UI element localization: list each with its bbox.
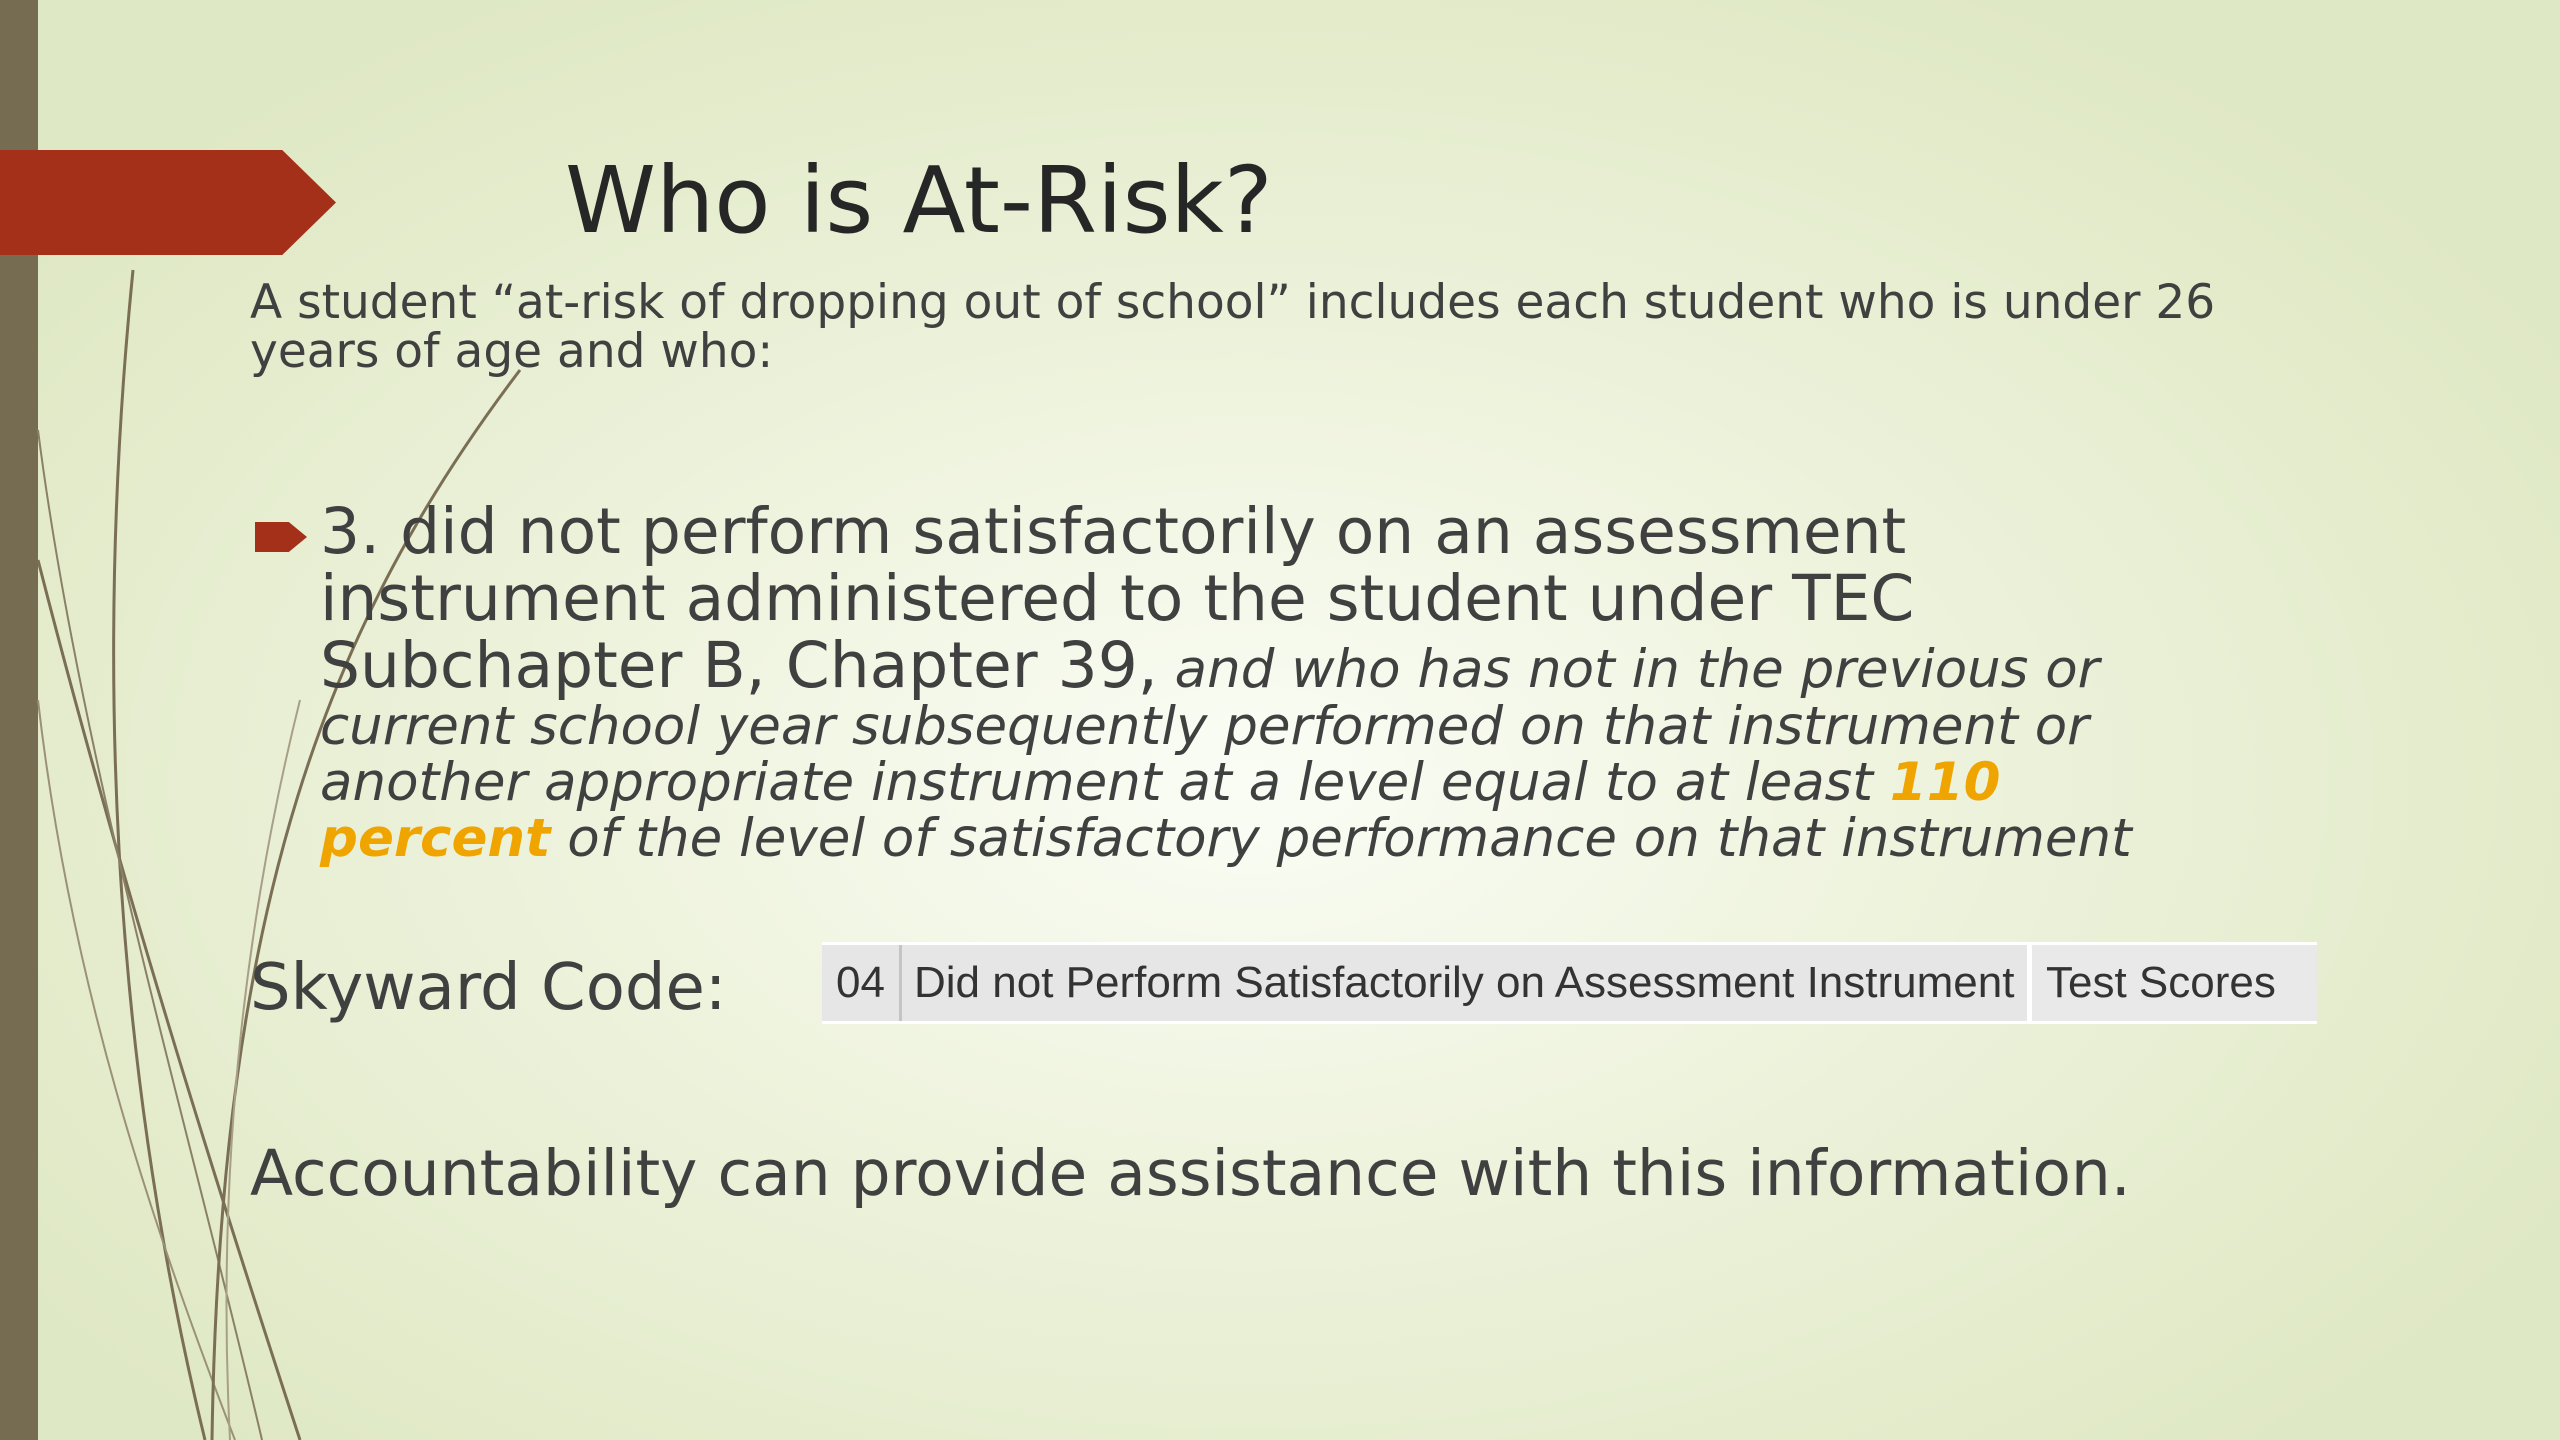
criteria-italic-end: of the level of satisfactory performance on that instrument [550,808,2132,869]
skyward-code-row [822,942,2317,1024]
slide-title: Who is At-Risk? [565,147,1273,254]
criteria-main-text: 3. did not perform satisfactorily on an assessment instrument administered to the student under TEC Subchapter B, Chapter 39, [320,495,1915,702]
skyward-code-label: Skyward Code: [250,951,727,1025]
accountability-note: Accountability can provide assistance with this information. [250,1137,2131,1210]
title-arrow-shape [0,150,336,255]
description-cell: Did not Perform Satisfactorily on Assessment Instrument [902,945,2032,1021]
highlight-110-percent: 110 percent [320,752,2001,869]
criteria-italic-text: and who has not in the previous or current school year subsequently performed on that instrument or another appropriate instrument at a level equal to at least [320,639,2100,813]
intro-text: A student “at-risk of dropping out of school” includes each student who is under 26 years of age and who: [250,275,2216,379]
code-cell: 04 [822,945,902,1021]
criteria-item [320,495,2150,869]
category-cell: Test Scores [2032,945,2317,1021]
arrow-bullet-icon [255,522,307,552]
